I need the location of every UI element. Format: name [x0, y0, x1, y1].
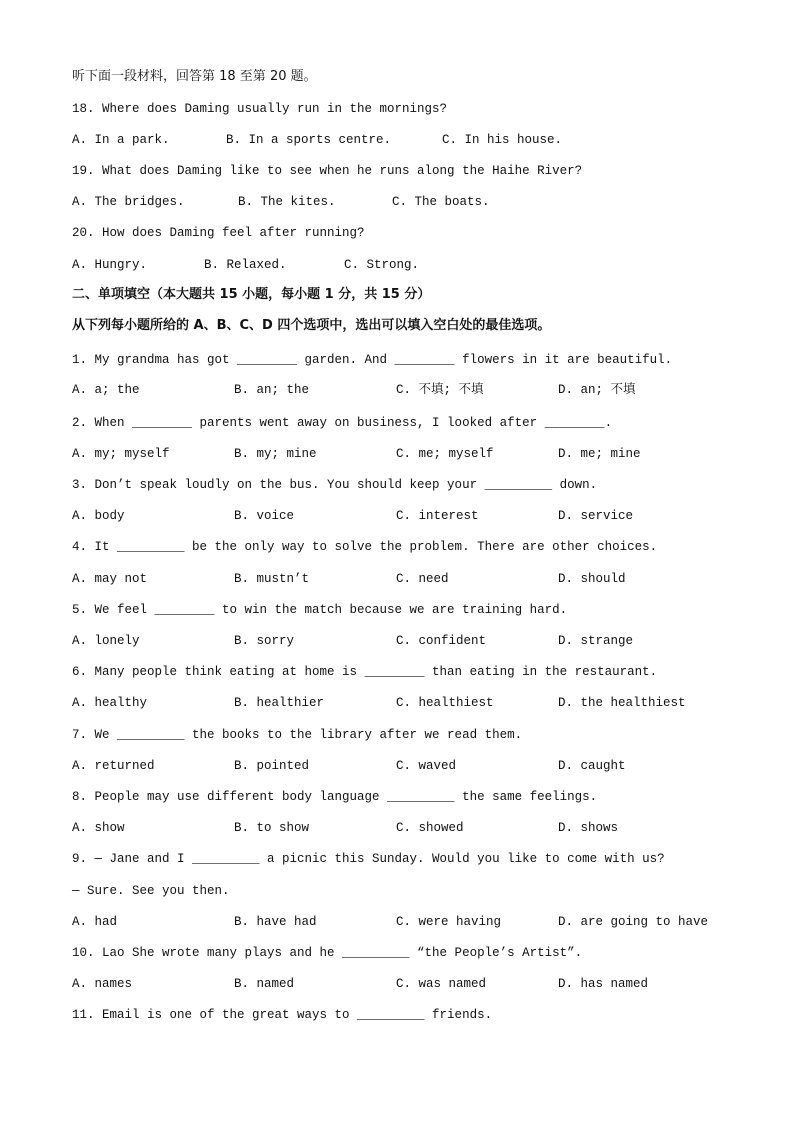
- question-5-stem: 5. We feel ________ to win the match because we are training hard.: [72, 603, 568, 617]
- option-b: B. an; the: [234, 383, 310, 397]
- question-10-stem: 10. Lao She wrote many plays and he _________ “the People’s Artist”.: [72, 946, 583, 960]
- option-c: C. healthiest: [396, 696, 494, 710]
- option-a: A. a; the: [72, 383, 140, 397]
- question-19-options: [72, 194, 752, 210]
- question-3-stem: 3. Don’t speak loudly on the bus. You should keep your _________ down.: [72, 478, 598, 492]
- option-b: B. In a sports centre.: [226, 133, 392, 147]
- question-2-options: [72, 446, 752, 462]
- option-a: A. may not: [72, 572, 148, 586]
- question-1-stem: 1. My grandma has got ________ garden. And ________ flowers in it are beautiful.: [72, 353, 673, 367]
- question-6-stem: 6. Many people think eating at home is ________ than eating in the restaurant.: [72, 665, 658, 679]
- option-b: B. mustn’t: [234, 572, 310, 586]
- option-d: D. are going to have: [558, 915, 709, 929]
- option-c: C. need: [396, 572, 449, 586]
- question-11-stem: 11. Email is one of the great ways to _________ friends.: [72, 1008, 493, 1022]
- option-a: A. my; myself: [72, 447, 170, 461]
- section-instruction: 从下列每小题所给的 A、B、C、D 四个选项中，选出可以填入空白处的最佳选项。: [72, 318, 551, 333]
- question-9-reply: — Sure. See you then.: [72, 884, 230, 898]
- question-18-stem: 18. Where does Daming usually run in the mornings?: [72, 102, 448, 116]
- listening-intro: 听下面一段材料，回答第 18 至第 20 题。: [72, 69, 317, 84]
- option-a: A. In a park.: [72, 133, 170, 147]
- section-title: 二、单项填空（本大题共 15 小题，每小题 1 分，共 15 分）: [72, 287, 431, 302]
- option-b: B. The kites.: [238, 195, 336, 209]
- option-c: C. confident: [396, 634, 487, 648]
- option-b: B. named: [234, 977, 295, 991]
- option-a: A. returned: [72, 759, 155, 773]
- question-3-options: [72, 508, 752, 524]
- option-a: A. lonely: [72, 634, 140, 648]
- option-c: C. showed: [396, 821, 464, 835]
- option-b: B. voice: [234, 509, 295, 523]
- option-a: A. healthy: [72, 696, 148, 710]
- option-d: D. strange: [558, 634, 634, 648]
- option-d: D. has named: [558, 977, 649, 991]
- question-20-options: [72, 257, 752, 273]
- option-a: A. names: [72, 977, 133, 991]
- question-7-stem: 7. We _________ the books to the library after we read them.: [72, 728, 523, 742]
- option-d: D. an; 不填: [558, 383, 636, 397]
- option-b: B. Relaxed.: [204, 258, 287, 272]
- question-7-options: [72, 758, 752, 774]
- option-b: B. sorry: [234, 634, 295, 648]
- option-d: D. caught: [558, 759, 626, 773]
- question-5-options: [72, 633, 752, 649]
- option-b: B. to show: [234, 821, 310, 835]
- option-d: D. service: [558, 509, 634, 523]
- question-9-options: [72, 914, 752, 930]
- question-18-options: [72, 132, 752, 148]
- question-6-options: [72, 695, 752, 711]
- option-c: C. Strong.: [344, 258, 420, 272]
- option-c: C. was named: [396, 977, 487, 991]
- option-d: D. should: [558, 572, 626, 586]
- option-a: A. had: [72, 915, 118, 929]
- option-d: D. the healthiest: [558, 696, 686, 710]
- option-c: C. In his house.: [442, 133, 563, 147]
- option-c: C. 不填; 不填: [396, 383, 484, 397]
- question-19-stem: 19. What does Daming like to see when he runs along the Haihe River?: [72, 164, 583, 178]
- option-d: D. me; mine: [558, 447, 641, 461]
- question-8-stem: 8. People may use different body language _________ the same feelings.: [72, 790, 598, 804]
- option-c: C. waved: [396, 759, 457, 773]
- option-c: C. me; myself: [396, 447, 494, 461]
- option-b: B. healthier: [234, 696, 325, 710]
- question-20-stem: 20. How does Daming feel after running?: [72, 226, 365, 240]
- question-4-options: [72, 571, 752, 587]
- option-a: A. show: [72, 821, 125, 835]
- question-10-options: [72, 976, 752, 992]
- option-b: B. pointed: [234, 759, 310, 773]
- option-d: D. shows: [558, 821, 619, 835]
- option-a: A. Hungry.: [72, 258, 148, 272]
- question-1-options: [72, 382, 752, 398]
- option-c: C. The boats.: [392, 195, 490, 209]
- option-b: B. have had: [234, 915, 317, 929]
- option-c: C. were having: [396, 915, 502, 929]
- question-8-options: [72, 820, 752, 836]
- option-c: C. interest: [396, 509, 479, 523]
- question-9-stem: 9. — Jane and I _________ a picnic this Sunday. Would you like to come with us?: [72, 852, 665, 866]
- question-2-stem: 2. When ________ parents went away on business, I looked after ________.: [72, 416, 613, 430]
- question-4-stem: 4. It _________ be the only way to solve the problem. There are other choices.: [72, 540, 658, 554]
- option-b: B. my; mine: [234, 447, 317, 461]
- option-a: A. The bridges.: [72, 195, 185, 209]
- option-a: A. body: [72, 509, 125, 523]
